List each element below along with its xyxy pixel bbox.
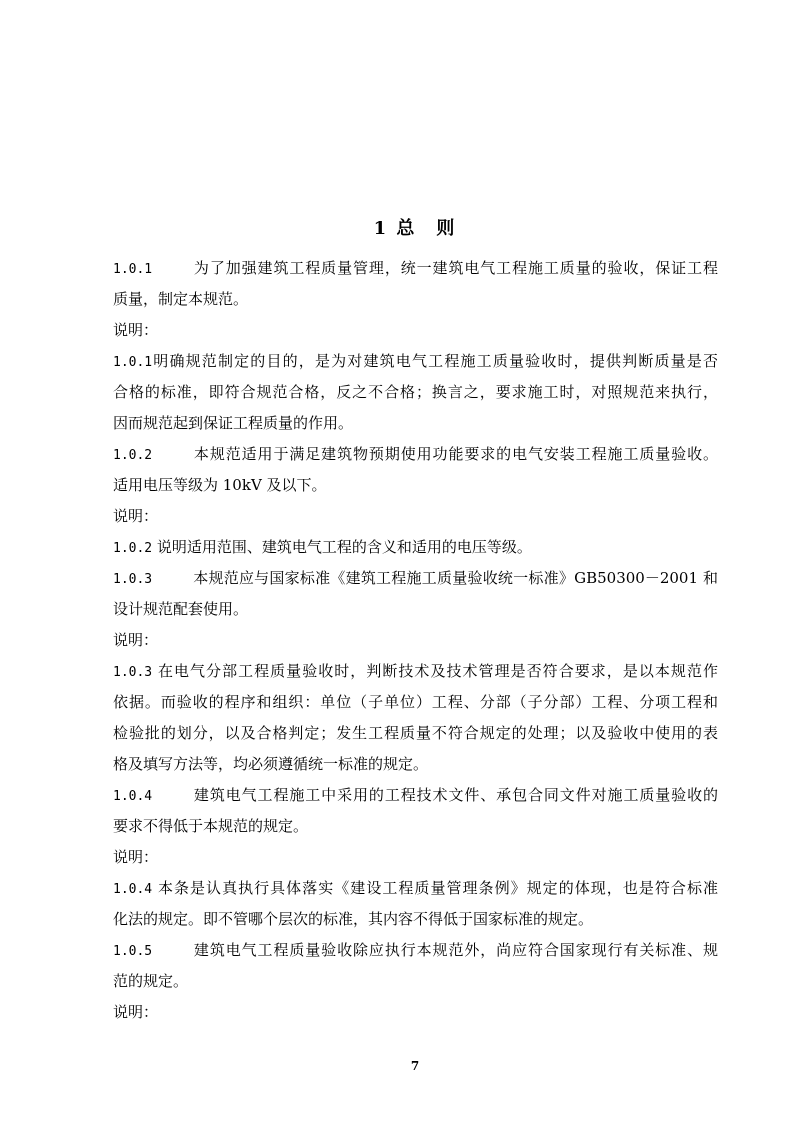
- clause-text-line: 范的规定。: [113, 972, 189, 990]
- clause-1-0-2: [113, 439, 718, 470]
- note-1-0-4: [113, 873, 718, 904]
- note-text-line: 因而规范起到保证工程质量的作用。: [113, 414, 354, 432]
- clause-number: 1.0.2: [113, 448, 153, 463]
- note-label: 说明：: [113, 848, 159, 866]
- clause-1-0-3: [113, 563, 718, 594]
- note-number: 1.0.2: [113, 541, 153, 556]
- clause-1-0-5: [113, 935, 718, 966]
- note-text-line: 依据。而验收的程序和组织：单位（子单位）工程、分部（子分部）工程、分项工程和: [113, 693, 718, 711]
- page-number: 7: [410, 1059, 420, 1073]
- clause-text: 本规范应与国家标准《建筑工程施工质量验收统一标准》GB50300－2001 和: [193, 569, 718, 587]
- document-body: [113, 253, 718, 1028]
- note-text: 本条是认真执行具体落实《建设工程质量管理条例》规定的体现，也是符合标准: [152, 879, 718, 897]
- clause-number: 1.0.3: [113, 572, 153, 587]
- note-text: 说明适用范围、建筑电气工程的含义和适用的电压等级。: [152, 538, 532, 556]
- clause-text: 为了加强建筑工程质量管理，统一建筑电气工程施工质量的验收，保证工程: [193, 259, 718, 277]
- note-label: 说明：: [113, 321, 159, 339]
- note-1-0-1: [113, 346, 718, 377]
- note-label: 说明：: [113, 1003, 159, 1021]
- clause-text: 本规范适用于满足建筑物预期使用功能要求的电气安装工程施工质量验收。: [193, 445, 718, 463]
- clause-1-0-1: [113, 253, 718, 284]
- clause-number: 1.0.5: [113, 944, 153, 959]
- note-label: 说明：: [113, 507, 159, 525]
- note-number: 1.0.1: [113, 355, 153, 370]
- chapter-title: 1 总 则: [373, 218, 457, 239]
- clause-number: 1.0.4: [113, 789, 153, 804]
- note-text-line: 化法的规定。即不管哪个层次的标准，其内容不得低于国家标准的规定。: [113, 910, 594, 928]
- clause-text: 建筑电气工程施工中采用的工程技术文件、承包合同文件对施工质量验收的: [193, 786, 718, 804]
- note-label: 说明：: [113, 631, 159, 649]
- note-text: 在电气分部工程质量验收时，判断技术及技术管理是否符合要求，是以本规范作: [152, 662, 718, 680]
- note-text-line: 格及填写方法等，均必须遵循统一标准的规定。: [113, 755, 429, 773]
- clause-text-line: 适用电压等级为 10kV 及以下。: [113, 476, 327, 494]
- clause-text-line: 要求不得低于本规范的规定。: [113, 817, 309, 835]
- clause-text-line: 设计规范配套使用。: [113, 600, 249, 618]
- note-1-0-2: [113, 532, 718, 563]
- note-text-line: 合格的标准，即符合规范合格，反之不合格；换言之，要求施工时，对照规范来执行，: [113, 383, 718, 401]
- note-1-0-3: [113, 656, 718, 687]
- note-text-line: 检验批的划分，以及合格判定；发生工程质量不符合规定的处理；以及验收中使用的表: [113, 724, 718, 742]
- clause-1-0-4: [113, 780, 718, 811]
- clause-number: 1.0.1: [113, 262, 153, 277]
- clause-text-line: 质量，制定本规范。: [113, 290, 249, 308]
- note-number: 1.0.3: [113, 665, 153, 680]
- note-text: 明确规范制定的目的，是为对建筑电气工程施工质量验收时，提供判断质量是否: [152, 352, 718, 370]
- clause-text: 建筑电气工程质量验收除应执行本规范外，尚应符合国家现行有关标准、规: [193, 941, 718, 959]
- note-number: 1.0.4: [113, 882, 153, 897]
